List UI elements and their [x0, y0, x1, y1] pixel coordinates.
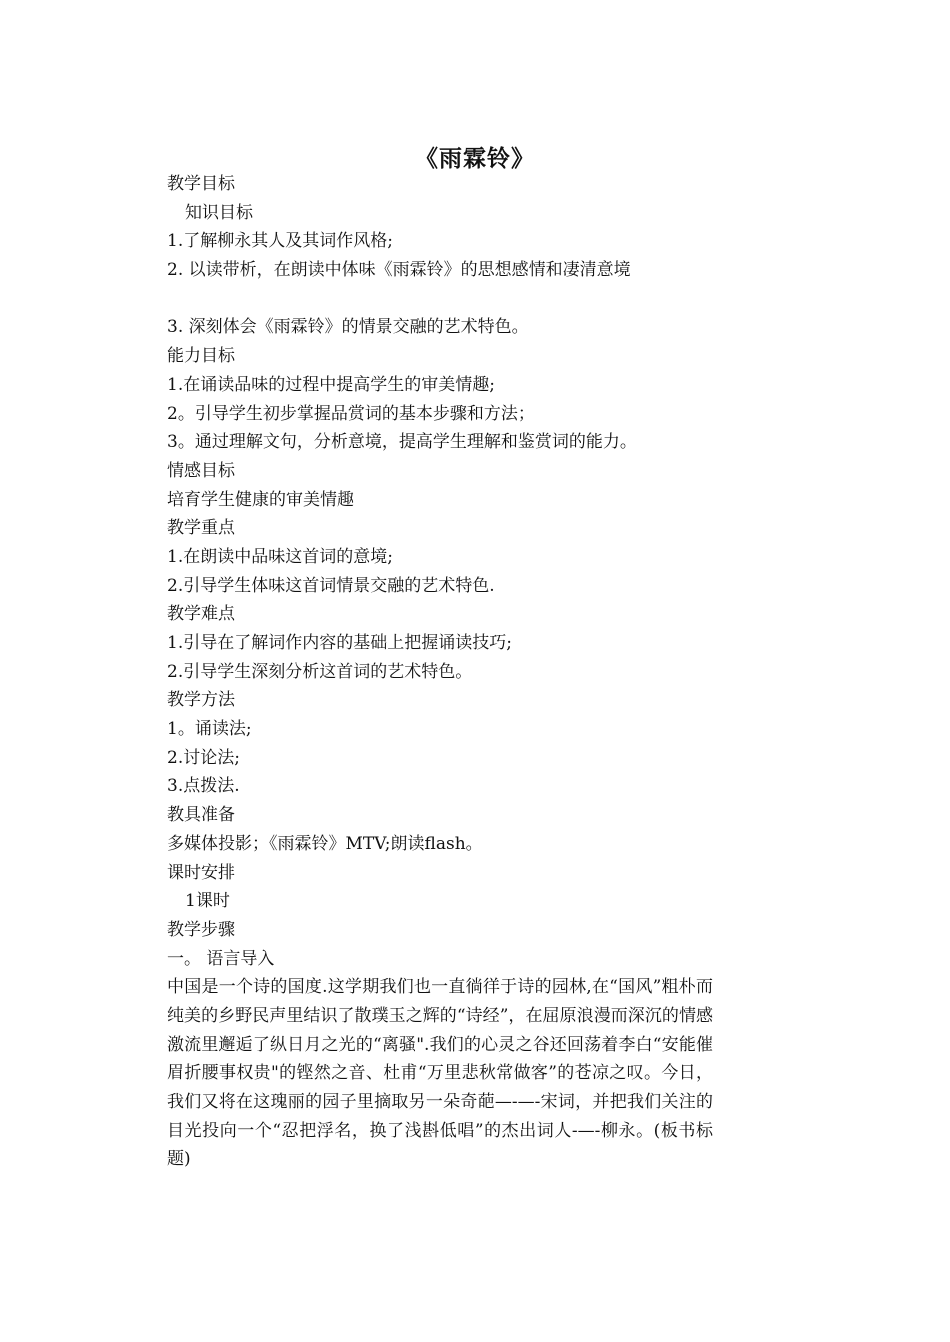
- list-item: 多媒体投影；《雨霖铃》MTV;朗读flash。: [167, 833, 483, 854]
- list-item: 1.引导在了解词作内容的基础上把握诵读技巧;: [167, 633, 512, 653]
- list-item: 1.在诵读品味的过程中提高学生的审美情趣;: [167, 374, 495, 395]
- intro-paragraph: 中国是一个诗的国度.这学期我们也一直徜徉于诗的园林,在“国风”粗朴而纯美的乡野民声里结识了散璞玉之辉的“诗经”，在屈原浪漫而深沉的情感激流里邂逅了纵日月之光的“离骚".我们的心灵之谷还回荡着李白“安能催眉折腰事权贵"的铿然之音、杜甫“万里悲秋常做客”的苍凉之叹。今日，我们又将在这瑰丽的园子里摘取另一朵奇葩—-—-宋词，并把我们关注的目光投向一个“忍把浮名，换了浅斟低唱”的杰出词人-—-柳永。(板书标题): [167, 977, 713, 1170]
- blank-line: [167, 285, 727, 314]
- heading-ability-goals: 能力目标: [167, 346, 235, 367]
- document-body: [167, 170, 727, 1174]
- list-item: 3. 深刻体会《雨霖铃》的情景交融的艺术特色。: [167, 317, 529, 338]
- list-item: 1.了解柳永其人及其词作风格;: [167, 231, 393, 252]
- heading-teaching-methods: 教学方法: [167, 690, 235, 711]
- list-item: 1.在朗读中品味这首词的意境;: [167, 546, 393, 567]
- list-item: 2.引导学生体味这首词情景交融的艺术特色.: [167, 575, 495, 596]
- step-heading: 一。 语言导入: [167, 948, 275, 969]
- heading-teaching-steps: 教学步骤: [167, 919, 235, 940]
- subheading-knowledge-goals: 知识目标: [185, 202, 253, 223]
- list-item: 2.讨论法;: [167, 747, 240, 768]
- heading-teaching-difficulties: 教学难点: [167, 604, 235, 625]
- heading-teaching-goals: 教学目标: [167, 174, 235, 194]
- list-item: 2。引导学生初步掌握品赏词的基本步骤和方法；: [167, 403, 535, 424]
- document-title: 《雨霖铃》: [415, 145, 535, 172]
- heading-schedule: 课时安排: [167, 862, 235, 883]
- list-item: 2. 以读带析，在朗读中体味《雨霖铃》的思想感情和凄清意境: [167, 260, 631, 281]
- list-item: 培育学生健康的审美情趣: [167, 489, 354, 510]
- heading-teaching-focus: 教学重点: [167, 518, 235, 539]
- heading-teaching-aids: 教具准备: [167, 805, 235, 826]
- list-item: 3。通过理解文句，分析意境，提高学生理解和鉴赏词的能力。: [167, 432, 637, 453]
- list-item: 1。诵读法;: [167, 719, 252, 740]
- list-item: 3.点拨法.: [167, 776, 240, 797]
- heading-emotion-goals: 情感目标: [167, 460, 235, 481]
- list-item: 2.引导学生深刻分析这首词的艺术特色。: [167, 661, 473, 682]
- list-item: 1课时: [185, 891, 230, 912]
